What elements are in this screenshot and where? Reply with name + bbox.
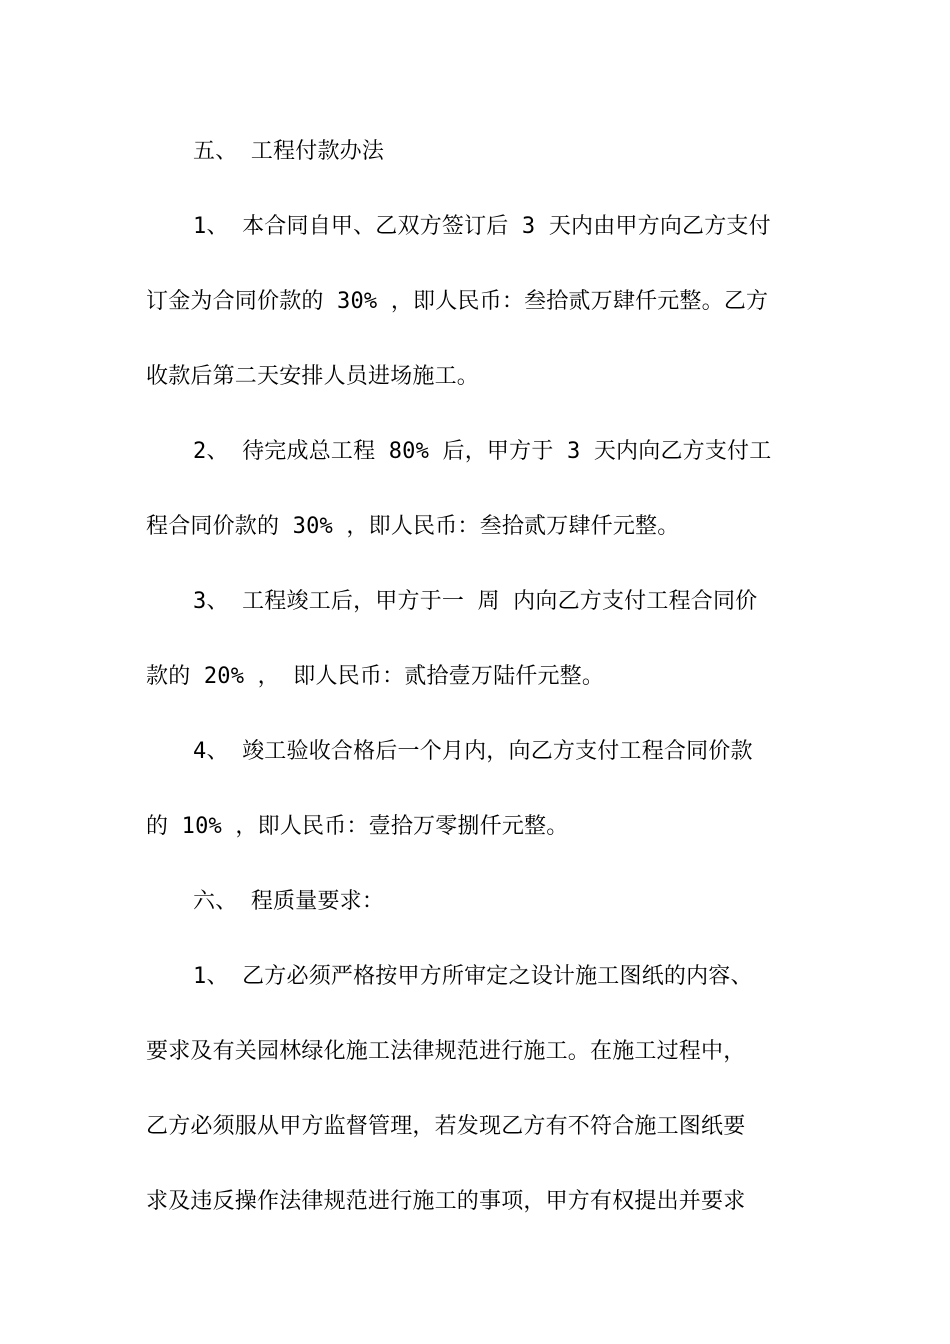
paragraph-text: 收款后第二天安排人员进场施工。 (146, 364, 480, 389)
paragraph-text: 3、 工程竣工后，甲方于一 周 内向乙方支付工程合同价 (193, 589, 758, 614)
paragraph-line (0, 1107, 950, 1147)
section-heading-quality (0, 882, 950, 922)
paragraph-text: 要求及有关园林绿化施工法律规范进行施工。在施工过程中， (146, 1039, 746, 1064)
paragraph-line (0, 582, 950, 622)
paragraph-line (0, 807, 950, 847)
paragraph-text: 求及违反操作法律规范进行施工的事项，甲方有权提出并要求 (146, 1189, 746, 1214)
paragraph-line (0, 282, 950, 322)
paragraph-line (0, 432, 950, 472)
paragraph-text: 订金为合同价款的 30% ，即人民币：叁拾贰万肆仟元整。乙方 (146, 289, 769, 314)
paragraph-text: 1、 乙方必须严格按甲方所审定之设计施工图纸的内容、 (193, 964, 753, 989)
paragraph-text: 乙方必须服从甲方监督管理，若发现乙方有不符合施工图纸要 (146, 1114, 746, 1139)
paragraph-line (0, 732, 950, 772)
paragraph-text: 款的 20% ， 即人民币：贰拾壹万陆仟元整。 (146, 664, 605, 689)
paragraph-text: 2、 待完成总工程 80% 后，甲方于 3 天内向乙方支付工 (193, 439, 772, 464)
paragraph-line (0, 357, 950, 397)
paragraph-text: 1、 本合同自甲、乙双方签订后 3 天内由甲方向乙方支付 (193, 214, 771, 239)
paragraph-line (0, 507, 950, 547)
paragraph-line (0, 1182, 950, 1222)
paragraph-line (0, 1032, 950, 1072)
paragraph-line (0, 207, 950, 247)
paragraph-text: 的 10% ，即人民币：壹拾万零捌仟元整。 (146, 814, 569, 839)
section-heading-text: 六、 程质量要求： (193, 889, 385, 914)
section-heading-text: 五、 工程付款办法 (193, 139, 385, 164)
paragraph-text: 程合同价款的 30% ，即人民币：叁拾贰万肆仟元整。 (146, 514, 680, 539)
paragraph-text: 4、 竣工验收合格后一个月内，向乙方支付工程合同价款 (193, 739, 753, 764)
section-heading-payment (0, 132, 950, 172)
paragraph-line (0, 657, 950, 697)
paragraph-line (0, 957, 950, 997)
